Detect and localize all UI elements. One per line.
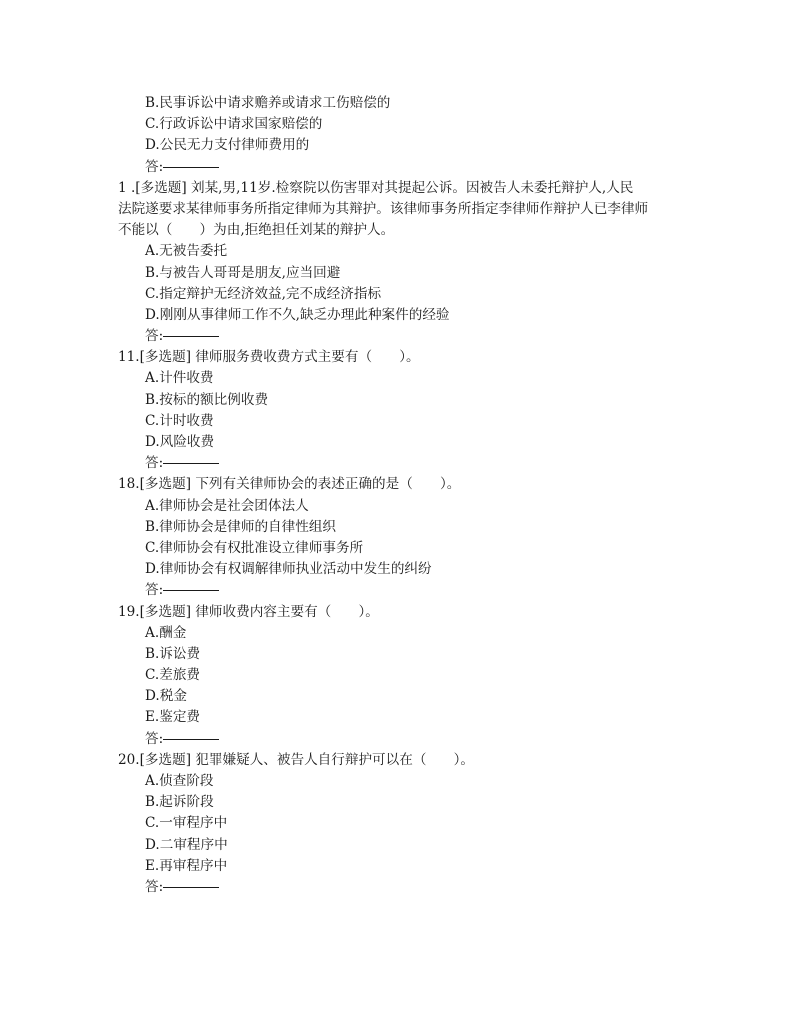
answer-blank (163, 336, 219, 337)
option-c: C.一审程序中 (145, 815, 228, 832)
option-c: C.计时收费 (145, 412, 214, 429)
option-b: B.律师协会是律师的自律性组织 (145, 518, 337, 535)
question-18 (118, 474, 678, 601)
answer-line (118, 157, 678, 178)
option-d: D.税金 (145, 688, 187, 705)
option-a: A.酬金 (145, 624, 187, 641)
answer-blank (163, 739, 219, 740)
answer-line (118, 453, 678, 474)
answer-label: 答: (145, 730, 164, 747)
option-a: A.律师协会是社会团体法人 (145, 497, 309, 514)
option-b: B.起诉阶段 (145, 794, 214, 811)
option-c: C.律师协会有权批准设立律师事务所 (145, 539, 364, 556)
option-e: E.再审程序中 (145, 857, 228, 874)
option-c: C.指定辩护无经济效益,完不成经济指标 (145, 285, 382, 302)
option-b: B.民事诉讼中请求赡养或请求工伤赔偿的 (145, 95, 391, 111)
answer-blank (163, 590, 219, 591)
question-continuation (118, 93, 678, 178)
answer-label: 答: (145, 158, 164, 175)
answer-line (118, 877, 678, 898)
question-text-line: 1 .[多选题] 刘某,男,11岁.检察院以伤害罪对其提起公诉。因被告人未委托辩护人,人民 (118, 179, 634, 196)
answer-blank (163, 167, 219, 168)
question-20 (118, 750, 678, 898)
question-text-line: 11.[多选题] 律师服务费收费方式主要有（ ）。 (118, 349, 420, 366)
question-text-line: 不能以（ ）为由,拒绝担任刘某的辩护人。 (118, 222, 395, 239)
answer-label: 答: (145, 455, 164, 472)
question-11 (118, 347, 678, 474)
question-text-line: 法院遂要求某律师事务所指定律师为其辩护。该律师事务所指定李律师作辩护人已李律师 (118, 200, 649, 217)
question-19 (118, 602, 678, 750)
answer-label: 答: (145, 878, 164, 895)
question-list (118, 93, 678, 898)
option-d: D.刚刚从事律师工作不久,缺乏办理此种案件的经验 (145, 306, 450, 323)
option-a: A.无被告委托 (145, 243, 228, 260)
answer-blank (163, 463, 219, 464)
option-d: D.公民无力支付律师费用的 (145, 137, 310, 154)
question-text-line: 20.[多选题] 犯罪嫌疑人、被告人自行辩护可以在（ ）。 (118, 751, 474, 768)
option-c: C.差旅费 (145, 667, 201, 684)
option-d: D.风险收费 (145, 434, 215, 450)
option-d: D.律师协会有权调解律师执业活动中发生的纠纷 (145, 561, 432, 578)
option-b: B.与被告人哥哥是朋友,应当回避 (145, 264, 341, 281)
question-text-line: 19.[多选题] 律师收费内容主要有（ ）。 (118, 603, 379, 620)
option-a: A.侦查阶段 (145, 773, 214, 789)
option-e: E.鉴定费 (145, 709, 201, 726)
question-1 (118, 178, 678, 348)
question-text-line: 18.[多选题] 下列有关律师协会的表述正确的是（ ）。 (118, 476, 461, 493)
answer-label: 答: (145, 582, 164, 599)
option-d: D.二审程序中 (145, 836, 228, 853)
option-c: C.行政诉讼中请求国家赔偿的 (145, 116, 323, 133)
option-b: B.按标的额比例收费 (145, 391, 269, 408)
answer-blank (163, 887, 219, 888)
answer-label: 答: (145, 328, 164, 345)
option-a: A.计件收费 (145, 370, 214, 387)
answer-line (118, 580, 678, 601)
option-b: B.诉讼费 (145, 645, 201, 662)
answer-line (118, 729, 678, 750)
answer-line (118, 326, 678, 347)
